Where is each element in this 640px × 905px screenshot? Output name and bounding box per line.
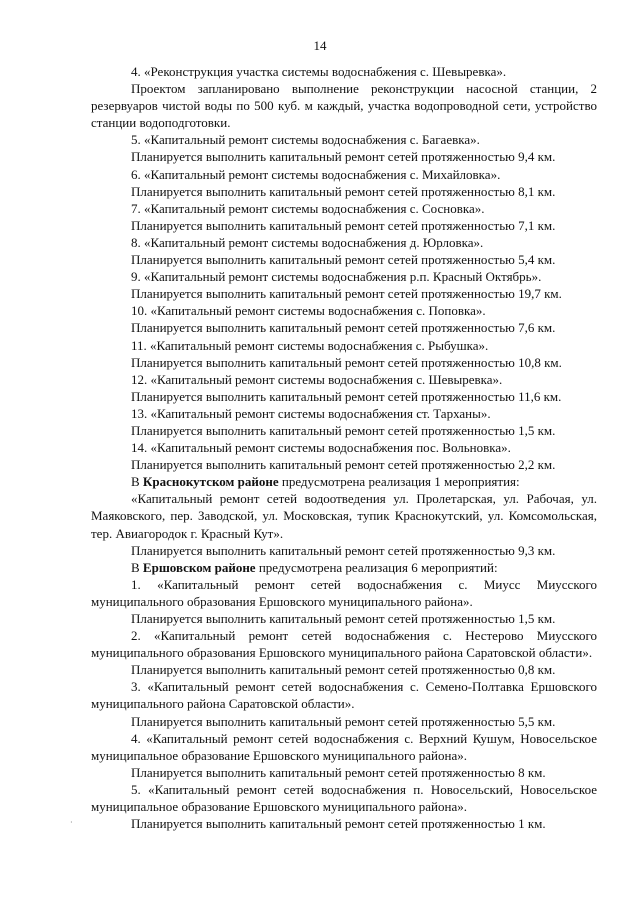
paragraph: «Капитальный ремонт сетей водоотведения ул. Пролетарская, ул. Рабочая, ул. Маяковского, пер. Заводской, ул. Московская, тупик Краснокутский, ул. Комсомольская, тер. Авиагородок г. Красный Кут». bbox=[91, 491, 597, 541]
district-name: Краснокутском районе bbox=[142, 474, 279, 490]
paragraph: Планируется выполнить капитальный ремонт сетей протяженностью 7,1 км. bbox=[131, 217, 556, 233]
paragraph: Планируется выполнить капитальный ремонт сетей протяженностью 1,5 км. bbox=[131, 422, 556, 438]
paragraph: 3. «Капитальный ремонт сетей водоснабжения с. Семено-Полтавка Ершовского муниципального района Саратовской области». bbox=[91, 679, 597, 712]
paragraph-suffix: предусмотрена реализация 6 мероприятий: bbox=[255, 559, 498, 575]
paragraph: Планируется выполнить капитальный ремонт сетей протяженностью 8 км. bbox=[131, 764, 546, 780]
paragraph: 4. «Реконструкция участка системы водоснабжения с. Шевыревка». bbox=[131, 64, 507, 79]
paragraph: 1. «Капитальный ремонт сетей водоснабжения с. Миусс Миусского муниципального образования Ершовского муниципального района». bbox=[91, 576, 597, 609]
document-body bbox=[91, 63, 597, 832]
paragraph: 14. «Капитальный ремонт системы водоснабжения пос. Вольновка». bbox=[131, 440, 511, 456]
paragraph: Планируется выполнить капитальный ремонт сетей протяженностью 8,1 км. bbox=[131, 183, 556, 199]
paragraph: Планируется выполнить капитальный ремонт сетей протяженностью 11,6 км. bbox=[131, 388, 562, 404]
paragraph: 5. «Капитальный ремонт системы водоснабжения с. Багаевка». bbox=[131, 132, 480, 148]
paragraph: Планируется выполнить капитальный ремонт сетей протяженностью 19,7 км. bbox=[131, 286, 562, 302]
paragraph: 4. «Капитальный ремонт сетей водоснабжения с. Верхний Кушум, Новосельское муниципальное образование Ершовского муниципального района». bbox=[91, 730, 597, 763]
page-number: 14 bbox=[313, 38, 327, 53]
paragraph bbox=[91, 559, 597, 576]
paragraph: 9. «Капитальный ремонт системы водоснабжения р.п. Красный Октябрь». bbox=[131, 269, 542, 285]
paragraph: Планируется выполнить капитальный ремонт сетей протяженностью 5,5 км. bbox=[131, 713, 556, 729]
paragraph-suffix: предусмотрена реализация 1 мероприятия: bbox=[278, 474, 520, 490]
paragraph: 6. «Капитальный ремонт системы водоснабжения с. Михайловка». bbox=[131, 166, 501, 182]
paragraph: Планируется выполнить капитальный ремонт сетей протяженностью 7,6 км. bbox=[131, 320, 556, 336]
paragraph: 11. «Капитальный ремонт системы водоснабжения с. Рыбушка». bbox=[131, 337, 489, 353]
paragraph: 2. «Капитальный ремонт сетей водоснабжения с. Нестерово Миусского муниципального образования Ершовского муниципального района Саратовской области». bbox=[91, 628, 597, 661]
paragraph: Планируется выполнить капитальный ремонт сетей протяженностью 1,5 км. bbox=[131, 611, 556, 626]
paragraph: 13. «Капитальный ремонт системы водоснабжения ст. Тарханы». bbox=[131, 405, 491, 421]
paragraph: Планируется выполнить капитальный ремонт сетей протяженностью 9,4 км. bbox=[131, 149, 556, 165]
paragraph: 5. «Капитальный ремонт сетей водоснабжения п. Новосельский, Новосельское муниципальное образование Ершовского муниципального района». bbox=[91, 781, 597, 815]
paragraph: 10. «Капитальный ремонт системы водоснабжения с. Поповка». bbox=[131, 303, 486, 319]
district-name: Ершовском районе bbox=[142, 559, 256, 575]
paragraph bbox=[91, 473, 597, 490]
paragraph: Планируется выполнить капитальный ремонт сетей протяженностью 1 км. bbox=[131, 816, 546, 832]
scan-speck: · bbox=[70, 818, 73, 827]
paragraph: Планируется выполнить капитальный ремонт сетей протяженностью 10,8 км. bbox=[131, 354, 562, 370]
paragraph-prefix: В bbox=[131, 474, 143, 490]
paragraph: Планируется выполнить капитальный ремонт сетей протяженностью 9,3 км. bbox=[131, 542, 556, 558]
paragraph-prefix: В bbox=[131, 559, 143, 575]
paragraph: Планируется выполнить капитальный ремонт сетей протяженностью 5,4 км. bbox=[131, 252, 556, 268]
paragraph: 12. «Капитальный ремонт системы водоснабжения с. Шевыревка». bbox=[131, 371, 503, 387]
paragraph: Планируется выполнить капитальный ремонт сетей протяженностью 2,2 км. bbox=[131, 457, 556, 473]
paragraph: Планируется выполнить капитальный ремонт сетей протяженностью 0,8 км. bbox=[131, 662, 556, 678]
paragraph: 8. «Капитальный ремонт системы водоснабжения д. Юрловка». bbox=[131, 234, 484, 250]
paragraph: Проектом запланировано выполнение реконструкции насосной станции, 2 резервуаров чистой воды по 500 куб. м каждый, участка водопроводной сети, устройство станции водоподготовки. bbox=[91, 81, 597, 131]
paragraph: 7. «Капитальный ремонт системы водоснабжения с. Сосновка». bbox=[131, 200, 485, 216]
